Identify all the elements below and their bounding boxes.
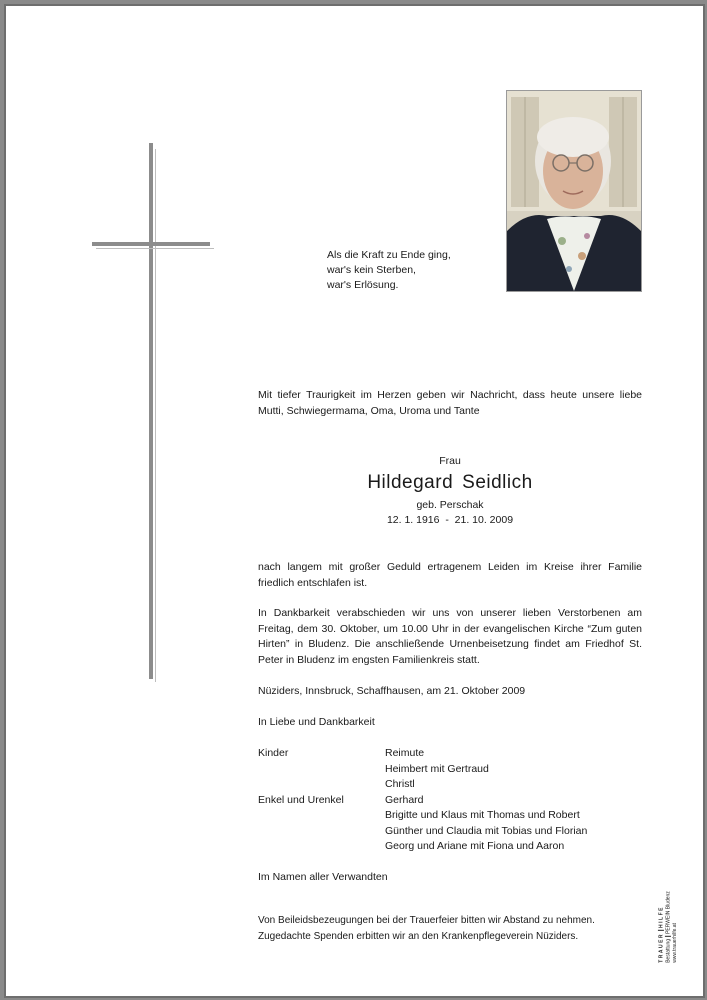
logo-word-hilfe: HILFE — [658, 906, 665, 928]
grandchildren-names — [385, 793, 587, 855]
family-member: Reimute — [385, 747, 425, 759]
family-member: Brigitte und Klaus mit Thomas und Robert — [385, 809, 580, 821]
logo-word-trauer: TRAUER — [658, 932, 665, 963]
memorial-poem — [327, 248, 497, 293]
intro-text: Mit tiefer Traurigkeit im Herzen geben wir Nachricht, dass heute unsere liebe Mutti, Schwiegermama, Oma, Uroma und Tante — [258, 389, 642, 417]
maiden-name: geb. Perschak — [416, 499, 484, 511]
salutation: Frau — [439, 455, 461, 467]
cross-horizontal-bar — [92, 242, 210, 246]
ceremony-text: In Dankbarkeit verabschieden wir uns von unserer lieben Verstorbenen am Freitag, dem 30. Oktober, um 10.00 Uhr in der evangelischen Kirche “Zum guten Hirten” in Bludenz. Die anschließende Urnenbeisetzung findet am Friedhof St. Peter in Bludenz im engsten Familienkreis statt. — [258, 607, 642, 666]
portrait-photo — [506, 90, 642, 292]
notice-line: Zugedachte Spenden erbitten wir an den Krankenpflegeverein Nüziders. — [258, 930, 579, 942]
poem-line: war's Erlösung. — [327, 279, 399, 291]
logo-text — [658, 891, 678, 963]
poem-line: Als die Kraft zu Ende ging, — [327, 249, 451, 261]
children-row — [258, 746, 642, 793]
condolence-notice — [258, 913, 642, 944]
obituary-page — [4, 4, 705, 998]
deceased-name — [258, 472, 642, 494]
logo-separator — [658, 930, 664, 931]
family-member: Günther und Claudia mit Tobias und Florian — [385, 824, 588, 837]
first-name: Hildegard — [367, 472, 454, 493]
closing-line: In Liebe und Dankbarkeit — [258, 716, 375, 728]
family-member: Georg und Ariane mit Fiona und Aaron — [385, 840, 565, 852]
family-list — [258, 746, 642, 855]
on-behalf-line: Im Namen aller Verwandten — [258, 871, 388, 883]
cross-horizontal-shadow — [96, 248, 214, 249]
grandchildren-label: Enkel und Urenkel — [258, 793, 344, 806]
last-name: Seidlich — [462, 472, 533, 493]
children-names — [385, 746, 489, 793]
cross-vertical-bar — [149, 143, 153, 679]
family-member: Heimbert mit Gertraud — [385, 762, 489, 775]
logo-separator — [665, 936, 671, 937]
place-date: Nüziders, Innsbruck, Schaffhausen, am 21. Oktober 2009 — [258, 685, 526, 697]
logo-word-bestattung: Bestattung — [665, 938, 672, 963]
family-member: Christl — [385, 778, 415, 790]
logo-word-perwein: PERWEIN Bludenz — [665, 891, 672, 934]
cross-vertical-shadow — [155, 149, 156, 682]
passing-text: nach langem mit großer Geduld ertragenem Leiden im Kreise ihrer Familie friedlich entschlafen ist. — [258, 561, 642, 589]
funeral-home-logo — [651, 876, 685, 978]
poem-line: war's kein Sterben, — [327, 264, 416, 276]
family-member: Gerhard — [385, 793, 424, 806]
logo-url: www.trauerhilfe.at — [671, 923, 678, 963]
life-dates: 12. 1. 1916 - 21. 10. 2009 — [386, 514, 514, 526]
grandchildren-row — [258, 793, 642, 855]
children-label: Kinder — [258, 747, 289, 759]
notice-line: Von Beileidsbezeugungen bei der Trauerfeier bitten wir Abstand zu nehmen. — [258, 915, 595, 926]
